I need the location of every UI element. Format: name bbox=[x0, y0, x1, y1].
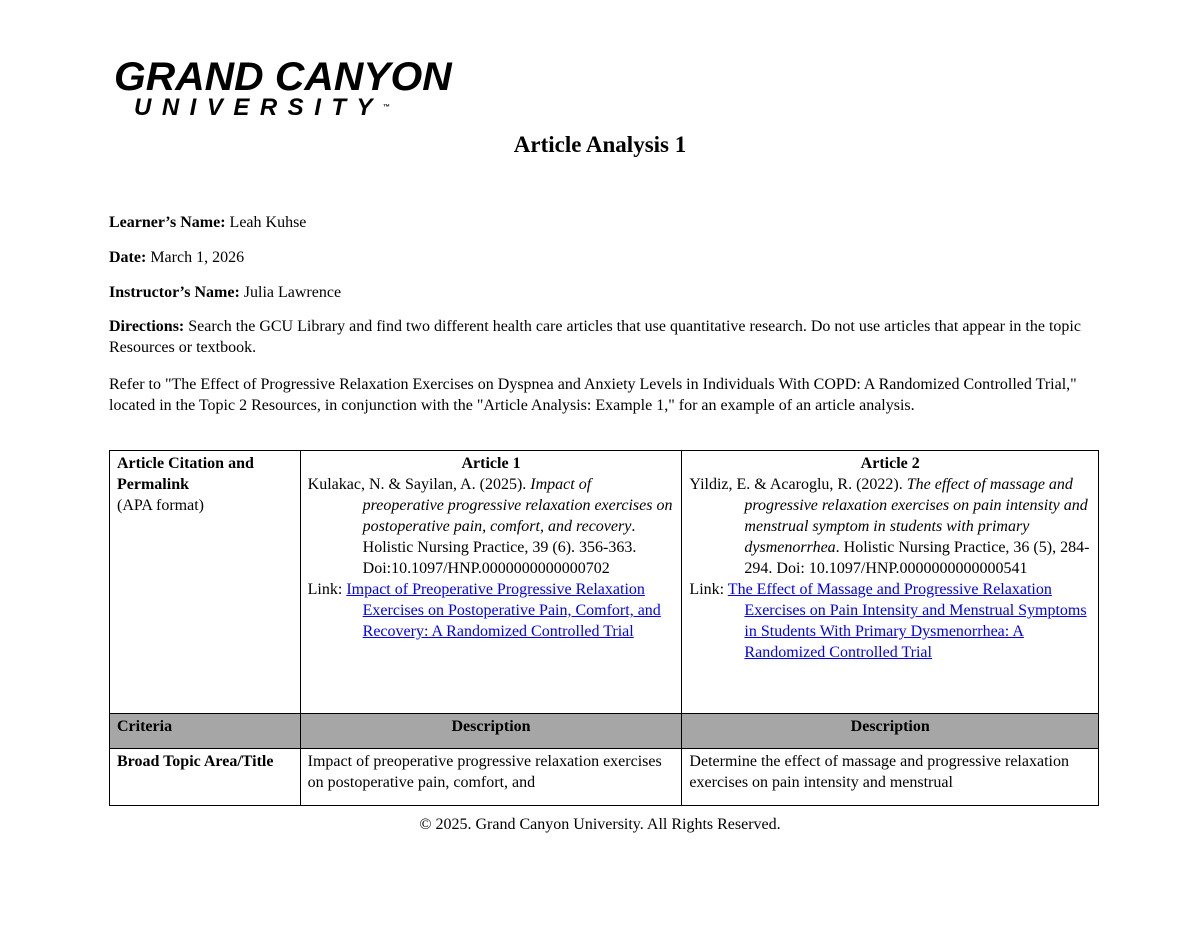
description-header-2: Description bbox=[682, 714, 1099, 749]
date-value: March 1, 2026 bbox=[150, 249, 245, 266]
article-2-cell bbox=[682, 451, 1099, 714]
article-analysis-table bbox=[109, 450, 1099, 806]
article-2-citation: Yildiz, E. & Acaroglu, R. (2022). The effect of massage and progressive relaxation exercises on pain intensity and menstrual symptom in students with primary dysmenorrhea. Holistic Nursing Practice, 36 (5), 284-294. Doi: 10.1097/HNP.0000000000000541 bbox=[689, 476, 1090, 577]
article-1-citation: Kulakac, N. & Sayilan, A. (2025). Impact of preoperative progressive relaxation exercises on postoperative pain, comfort, and recovery. Holistic Nursing Practice, 39 (6). 356-363. Doi:10.1097/HNP.0000000000000702 bbox=[307, 476, 673, 577]
article-1-link[interactable]: Impact of Preoperative Progressive Relaxation Exercises on Postoperative Pain, Comfort, and Recovery: A Randomized Controlled Trial bbox=[346, 581, 661, 640]
article-2-link[interactable]: The Effect of Massage and Progressive Relaxation Exercises on Pain Intensity and Menstrual Symptoms in Students With Primary Dysmenorrhea: A Randomized Controlled Trial bbox=[727, 581, 1087, 661]
page-title: Article Analysis 1 bbox=[513, 132, 687, 157]
logo-line-2: UNIVERSITY™ bbox=[134, 94, 391, 121]
broad-topic-article-1: Impact of preoperative progressive relaxation exercises on postoperative pain, comfort, and bbox=[300, 749, 682, 806]
broad-topic-row bbox=[110, 749, 1099, 806]
article-2-header: Article 2 bbox=[860, 455, 920, 472]
copyright-footer: © 2025. Grand Canyon University. All Rights Reserved. bbox=[419, 816, 781, 833]
article-2-link-line: Link: The Effect of Massage and Progressive Relaxation Exercises on Pain Intensity and Menstrual Symptoms in Students With Primary Dysmenorrhea: A Randomized Controlled Trial bbox=[689, 581, 1087, 661]
article-1-header: Article 1 bbox=[461, 455, 521, 472]
instructor-name-field: Instructor’s Name: Julia Lawrence bbox=[109, 284, 342, 301]
trademark: ™ bbox=[383, 104, 391, 111]
directions-paragraph: Directions: Search the GCU Library and find two different health care articles that use quantitative research. Do not use articles that appear in the topic Resources or textbook. bbox=[109, 318, 1081, 356]
logo-line-1: GRAND CANYON bbox=[114, 55, 452, 99]
broad-topic-article-2: Determine the effect of massage and progressive relaxation exercises on pain intensity and menstrual bbox=[682, 749, 1099, 806]
citation-label-cell: Article Citation and Permalink (APA format) bbox=[110, 451, 301, 714]
directions-text: Search the GCU Library and find two different health care articles that use quantitative research. Do not use articles that appear in the topic Resources or textbook. bbox=[109, 318, 1081, 356]
learner-name-field: Learner’s Name: Leah Kuhse bbox=[109, 214, 307, 231]
gcu-logo bbox=[114, 55, 452, 121]
criteria-header: Criteria bbox=[110, 714, 301, 749]
article-1-cell bbox=[300, 451, 682, 714]
description-header-1: Description bbox=[300, 714, 682, 749]
instructor-name-value: Julia Lawrence bbox=[243, 284, 342, 301]
date-field: Date: March 1, 2026 bbox=[109, 249, 245, 266]
citation-row bbox=[110, 451, 1099, 714]
article-1-link-line: Link: Impact of Preoperative Progressive Relaxation Exercises on Postoperative Pain, Comfort, and Recovery: A Randomized Controlled Trial bbox=[307, 581, 661, 640]
learner-name-value: Leah Kuhse bbox=[229, 214, 307, 231]
broad-topic-label: Broad Topic Area/Title bbox=[110, 749, 301, 806]
refer-paragraph: Refer to "The Effect of Progressive Relaxation Exercises on Dyspnea and Anxiety Levels in Individuals With COPD: A Randomized Controlled Trial," located in the Topic 2 Resources, in conjunction with the "Article Analysis: Example 1," for an example of an article analysis. bbox=[109, 376, 1077, 414]
criteria-header-row bbox=[110, 714, 1099, 749]
